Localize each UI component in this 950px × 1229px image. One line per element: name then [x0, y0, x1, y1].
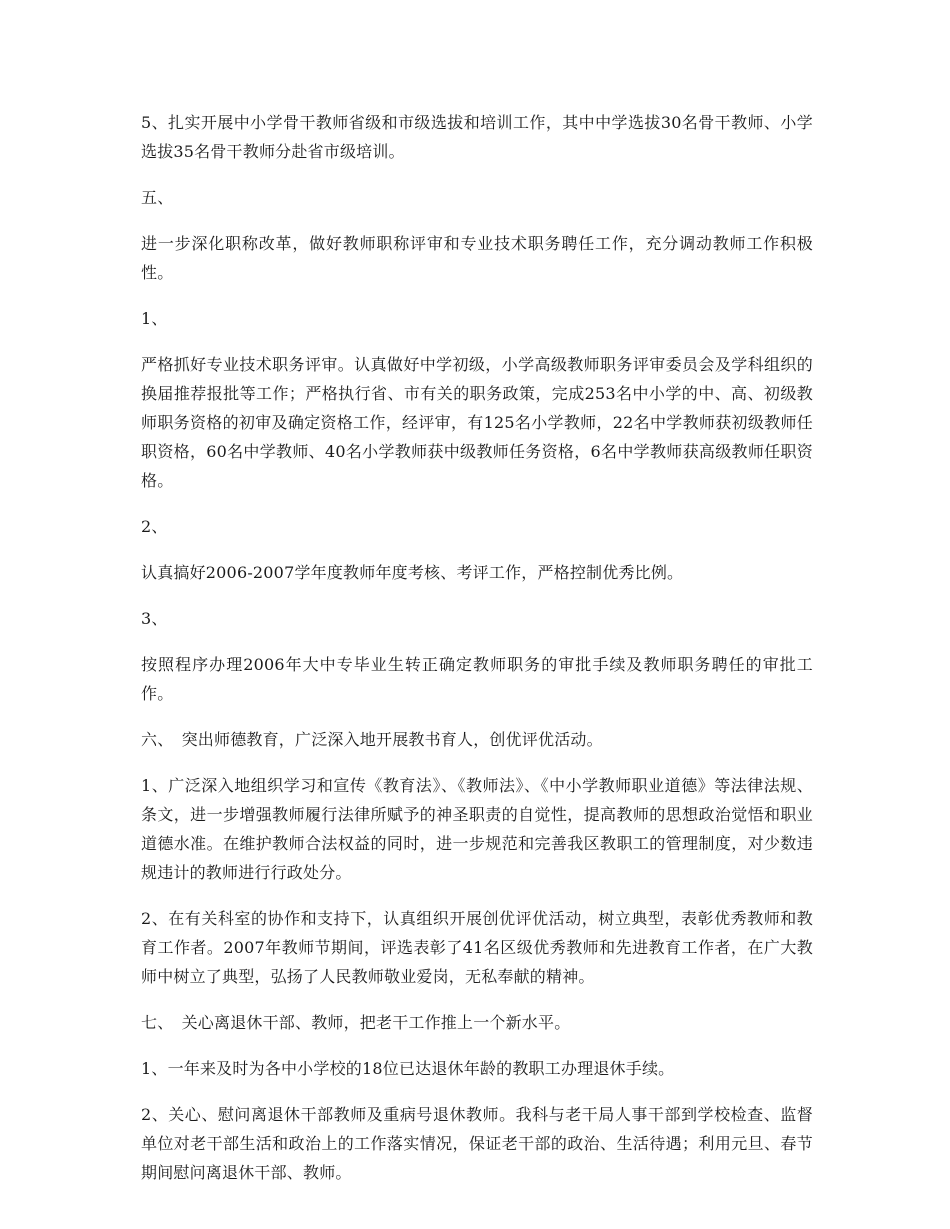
paragraph-law-study: 1、广泛深入地组织学习和宣传《教育法》、《教师法》、《中小学教师职业道德》等法律法规、条文，进一步增强教师履行法律所赋予的神圣职责的自觉性，提高教师的思想政治觉悟和职业道德水准。在维护教师合法权益的同时，进一步规范和完善我区教职工的管理制度，对少数违规违计的教师进行行政处分。	[141, 776, 813, 882]
section-heading-six: 六、 突出师德教育，广泛深入地开展教书育人，创优评优活动。	[141, 730, 603, 749]
paragraph-annual-assessment: 认真搞好2006-2007学年度教师年度考核、考评工作，严格控制优秀比例。	[141, 563, 684, 582]
section-title-title-reform: 进一步深化职称改革，做好教师职称评审和专业技术职务聘任工作，充分调动教师工作积极性。	[141, 234, 813, 282]
paragraph-title-review: 严格抓好专业技术职务评审。认真做好中学初级，小学高级教师职务评审委员会及学科组织的换届推荐报批等工作；严格执行省、市有关的职务政策，完成253名中小学的中、高、初级教师职务资格的初审及确定资格工作，经评审，有125名小学教师，22名中学教师获初级教师任职资格，60名中学教师、40名小学教师获中级教师任务资格，6名中学教师获高级教师任职资格。	[141, 355, 813, 490]
paragraph-excellence-awards: 2、在有关科室的协作和支持下，认真组织开展创优评优活动，树立典型，表彰优秀教师和教育工作者。2007年教师节期间，评选表彰了41名区级优秀教师和先进教育工作者，在广大教师中树立了典型，弘扬了人民教师敬业爱岗，无私奉献的精神。	[141, 909, 813, 986]
paragraph-retirement-procedures: 1、一年来及时为各中小学校的18位已达退休年龄的教职工办理退休手续。	[141, 1059, 675, 1078]
item-number-3: 3、	[141, 609, 168, 628]
paragraph-graduate-regularization: 按照程序办理2006年大中专毕业生转正确定教师职务的审批手续及教师职务聘任的审批工作。	[141, 655, 813, 703]
paragraph-item-5-backbone-training: 5、扎实开展中小学骨干教师省级和市级选拔和培训工作，其中中学选拔30名骨干教师、小学选拔35名骨干教师分赴省市级培训。	[141, 113, 813, 161]
document-body	[141, 108, 813, 1204]
item-number-1: 1、	[141, 309, 168, 328]
paragraph-retiree-care: 2、关心、慰问离退休干部教师及重病号退休教师。我科与老干局人事干部到学校检查、监督单位对老干部生活和政治上的工作落实情况，保证老干部的政治、生活待遇；利用元旦、春节期间慰问离退休干部、教师。	[141, 1105, 813, 1182]
section-heading-seven: 七、 关心离退休干部、教师，把老干工作推上一个新水平。	[141, 1013, 571, 1032]
item-number-2: 2、	[141, 517, 168, 536]
section-heading-five: 五、	[141, 188, 174, 207]
